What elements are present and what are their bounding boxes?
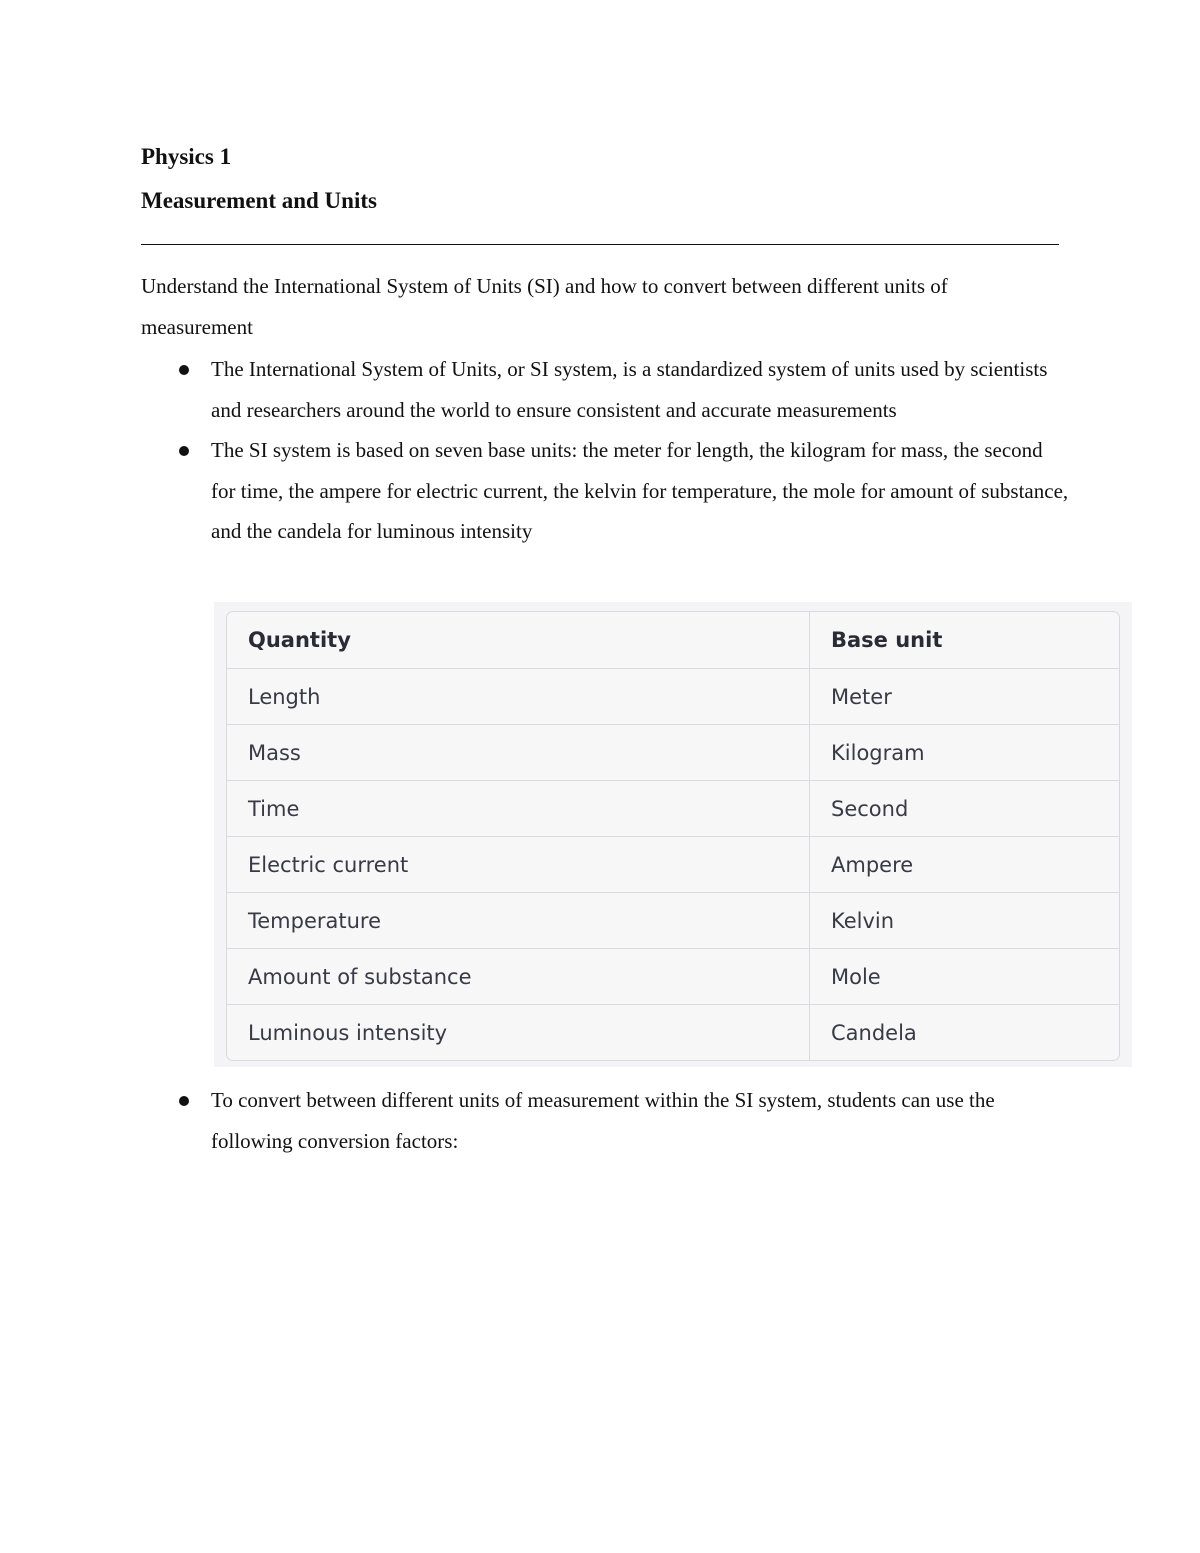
bullet-icon bbox=[179, 1096, 189, 1106]
quantity-cell: Electric current bbox=[227, 837, 810, 893]
bullet-text: To convert between different units of measurement within the SI system, students can use the following conversion factors: bbox=[211, 1088, 995, 1153]
si-units-table bbox=[226, 611, 1120, 1061]
section-title: Measurement and Units bbox=[141, 188, 377, 213]
table-image bbox=[214, 602, 1132, 1067]
list-item bbox=[141, 1080, 1071, 1161]
table-row bbox=[227, 1005, 1119, 1060]
table-row bbox=[227, 949, 1119, 1005]
unit-cell: Candela bbox=[831, 1020, 917, 1045]
quantity-cell: Luminous intensity bbox=[227, 1005, 810, 1060]
bullet-text: The International System of Units, or SI system, is a standardized system of units used by scientists and researchers around the world to ensure consistent and accurate measurements bbox=[211, 357, 1048, 422]
bullet-text: The SI system is based on seven base units: the meter for length, the kilogram for mass, the second for time, the ampere for electric current, the kelvin for temperature, the mole for amount of substance, and the candela for luminous intensity bbox=[211, 438, 1069, 543]
table-row bbox=[227, 669, 1119, 725]
unit-cell: Kilogram bbox=[810, 725, 1119, 781]
quantity-cell: Time bbox=[227, 781, 810, 837]
table-row bbox=[227, 837, 1119, 893]
header-base-unit: Base unit bbox=[810, 612, 1119, 669]
table-row bbox=[227, 781, 1119, 837]
table-row bbox=[227, 725, 1119, 781]
quantity-cell: Length bbox=[227, 669, 810, 725]
bullet-list bbox=[141, 349, 1071, 552]
table-row bbox=[227, 893, 1119, 949]
bullet-list bbox=[141, 1080, 1071, 1161]
unit-cell: Kelvin bbox=[810, 893, 1119, 949]
unit-cell: Meter bbox=[810, 669, 1119, 725]
list-item bbox=[141, 349, 1071, 430]
list-item bbox=[141, 430, 1071, 552]
quantity-cell: Amount of substance bbox=[227, 949, 810, 1005]
bullet-icon bbox=[179, 365, 189, 375]
unit-cell: Mole bbox=[810, 949, 1119, 1005]
course-title: Physics 1 bbox=[141, 144, 232, 169]
table-header-row bbox=[227, 612, 1119, 669]
bullet-icon bbox=[179, 446, 189, 456]
horizontal-rule bbox=[141, 244, 1059, 245]
quantity-cell: Mass bbox=[227, 725, 810, 781]
quantity-cell: Temperature bbox=[227, 893, 810, 949]
unit-cell: Ampere bbox=[810, 837, 1119, 893]
header-quantity: Quantity bbox=[227, 612, 810, 669]
unit-cell: Second bbox=[810, 781, 1119, 837]
intro-paragraph: Understand the International System of Units (SI) and how to convert between different units of measurement bbox=[141, 274, 948, 339]
